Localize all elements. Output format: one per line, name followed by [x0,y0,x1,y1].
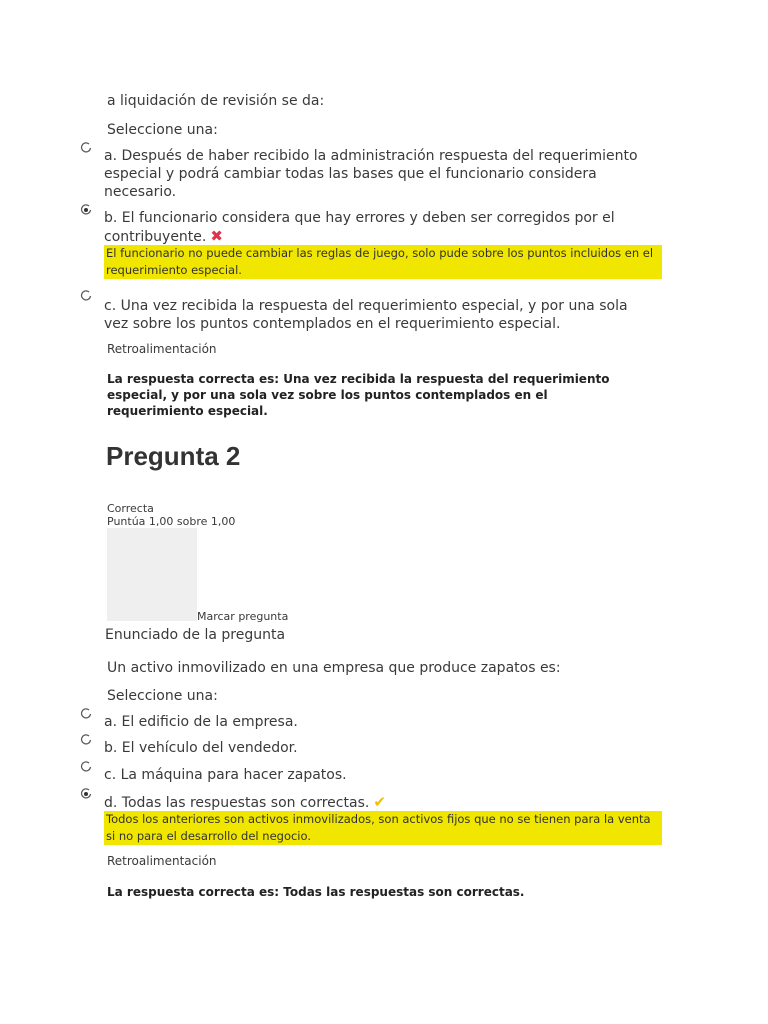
radio-button-icon [80,142,92,154]
radio-button-icon [80,761,92,773]
q2-option-b-radio[interactable] [80,734,91,745]
q2-option-a-text[interactable]: a. El edificio de la empresa. [104,714,298,730]
q2-status: Correcta [107,502,154,515]
q1-option-c-radio[interactable] [80,290,91,301]
flag-question-link[interactable]: Marcar pregunta [197,610,289,623]
q2-retro-label: Retroalimentación [107,854,217,868]
q1-option-a-radio[interactable] [80,142,91,153]
radio-button-icon [80,734,92,746]
q2-option-a-radio[interactable] [80,708,91,719]
q1-option-a-text[interactable]: a. Después de haber recibido la administración respuesta del requerimiento especial y podrá cambiar todas las bases que el funcionario considera necesario. [104,148,638,200]
q1-option-b-text: b. El funcionario considera que hay errores y deben ser corregidos por el contribuyente. [104,210,615,245]
q2-option-c-text[interactable]: c. La máquina para hacer zapatos. [104,767,347,783]
q1-select-label: Seleccione una: [107,122,218,138]
q2-option-b-text[interactable]: b. El vehículo del vendedor. [104,740,298,756]
q2-score: Puntúa 1,00 sobre 1,00 [107,515,236,528]
q2-feedback: Todos los anteriores son activos inmovilizados, son activos fijos que no se tienen para la venta si no para el desarrollo del negocio. [104,811,662,845]
q1-feedback: El funcionario no puede cambiar las reglas de juego, solo pude sobre los puntos incluidos en el requerimiento especial. [104,245,662,279]
q2-correct-answer: La respuesta correcta es: Todas las respuestas son correctas. [107,885,525,899]
q2-option-d-text: d. Todas las respuestas son correctas. [104,795,370,811]
q1-option-b[interactable] [104,209,644,246]
q2-statement-label: Enunciado de la pregunta [105,627,286,643]
cross-icon: ✖ [210,227,223,245]
q1-intro: a liquidación de revisión se da: [107,93,325,109]
q2-option-d[interactable] [104,793,386,812]
q1-option-b-radio[interactable] [80,204,91,215]
radio-button-selected-icon [80,788,92,800]
check-icon: ✔ [373,793,386,811]
q1-retro-label: Retroalimentación [107,342,217,356]
flag-placeholder [107,528,197,621]
q2-select-label: Seleccione una: [107,688,218,704]
q1-option-c-text[interactable]: c. Una vez recibida la respuesta del requerimiento especial, y por una sola vez sobre los puntos contemplados en el requerimiento especial. [104,298,628,332]
radio-button-icon [80,290,92,302]
q2-option-c-radio[interactable] [80,761,91,772]
q2-option-d-radio[interactable] [80,788,91,799]
q2-heading: Pregunta 2 [106,441,241,471]
radio-button-selected-icon [80,204,92,216]
q2-question: Un activo inmovilizado en una empresa que produce zapatos es: [107,660,561,676]
radio-button-icon [80,708,92,720]
q1-correct-answer: La respuesta correcta es: Una vez recibida la respuesta del requerimiento especial, y por una sola vez sobre los puntos contemplados en el requerimiento especial. [107,372,610,418]
